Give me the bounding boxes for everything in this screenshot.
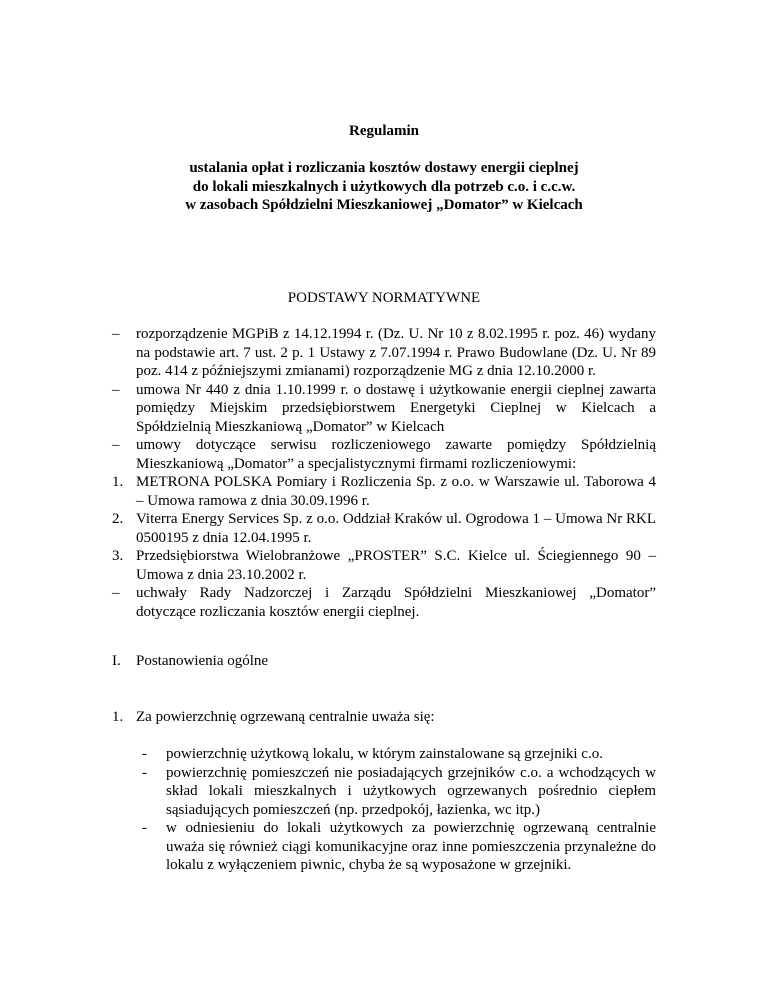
list-marker: – (112, 585, 120, 601)
list-item (142, 745, 656, 764)
list-item (112, 510, 656, 547)
list-item-text: powierzchnię użytkową lokalu, w którym zainstalowane są grzejniki c.o. (166, 746, 603, 762)
list-item-text: umowa Nr 440 z dnia 1.10.1999 r. o dostawę i użytkowanie energii cieplnej zawarta pomiędzy Miejskim przedsiębiorstwem Energetyki Cieplnej w Kielcach a Spółdzielnią Mieszkaniową „Domator” w Kielcach (136, 381, 656, 435)
list-marker: – (112, 381, 120, 398)
point-text: Za powierzchnię ogrzewaną centralnie uważa się: (136, 709, 435, 725)
list-item-text: w odniesieniu do lokali użytkowych za powierzchnię ogrzewaną centralnie uważa się również ciągi komunikacyjne oraz inne pomieszczenia przynależne do lokalu z wyłączeniem piwnic, chyba że są wyposażone w grzejniki. (166, 820, 656, 873)
document-title: Regulamin (348, 123, 419, 139)
list-item-text: powierzchnię pomieszczeń nie posiadających grzejników c.o. a wchodzących w skład lokali mieszkalnych i użytkowych ogrzewanych pośrednio ciepłem sąsiadujących pomieszczeń (np. przedpokój, łazienka, wc itp.) (166, 764, 656, 818)
list-item-text: Viterra Energy Services Sp. z o.o. Oddział Kraków ul. Ogrodowa 1 – Umowa Nr RKL 0500195 z dnia 12.04.1995 r. (136, 511, 656, 546)
list-item-text: rozporządzenie MGPiB z 14.12.1994 r. (Dz. U. Nr 10 z 8.02.1995 r. poz. 46) wydany na podstawie art. 7 ust. 2 p. 1 Ustawy z 7.07.1994 r. Prawo Budowlane (Dz. U. Nr 89 poz. 414 z późniejszymi zmianami) rozporządzenie MG z dnia 12.10.2000 r. (136, 326, 656, 379)
list-marker: – (112, 326, 120, 342)
chapter-number: I. (112, 653, 121, 669)
point-number: 1. (112, 709, 124, 725)
section-heading: PODSTAWY NORMATYWNE (287, 290, 481, 306)
list-item (112, 381, 656, 437)
list-item (112, 584, 656, 621)
list-item (112, 325, 656, 381)
list-marker: - (142, 820, 147, 836)
chapter-heading (112, 652, 268, 671)
subtitle-line: do lokali mieszkalnych i użytkowych dla potrzeb c.o. i c.c.w. (192, 178, 576, 195)
list-item (112, 547, 656, 584)
list-marker: – (112, 437, 120, 453)
sub-list (142, 745, 656, 875)
list-marker: 3. (112, 548, 124, 564)
list-item-text: umowy dotyczące serwisu rozliczeniowego zawarte pomiędzy Spółdzielnią Mieszkaniową „Domator” a specjalistycznymi firmami rozliczeniowymi: (136, 437, 656, 472)
list-marker: - (142, 746, 147, 762)
list-item (142, 764, 656, 820)
subtitle-line: w zasobach Spółdzielni Mieszkaniowej „Domator” w Kielcach (185, 197, 583, 213)
list-item (112, 436, 656, 473)
document-subtitle (0, 159, 768, 215)
list-item-text: Przedsiębiorstwa Wielobranżowe „PROSTER” S.C. Kielce ul. Ściegiennego 90 – Umowa z dnia 23.10.2002 r. (136, 548, 656, 583)
normative-list (112, 325, 656, 621)
list-item-text: METRONA POLSKA Pomiary i Rozliczenia Sp. z o.o. w Warszawie ul. Taborowa 4 – Umowa ramowa z dnia 30.09.1996 r. (136, 474, 656, 509)
chapter-title: Postanowienia ogólne (136, 653, 269, 669)
list-marker: 1. (112, 474, 124, 490)
list-item (112, 473, 656, 510)
numbered-point (112, 708, 435, 727)
list-item (142, 819, 656, 875)
list-item-text: uchwały Rady Nadzorczej i Zarządu Spółdzielni Mieszkaniowej „Domator” dotyczące rozliczania kosztów energii cieplnej. (136, 585, 656, 620)
list-marker: - (142, 764, 147, 781)
list-marker: 2. (112, 511, 124, 527)
subtitle-line: ustalania opłat i rozliczania kosztów dostawy energii cieplnej (189, 160, 579, 176)
